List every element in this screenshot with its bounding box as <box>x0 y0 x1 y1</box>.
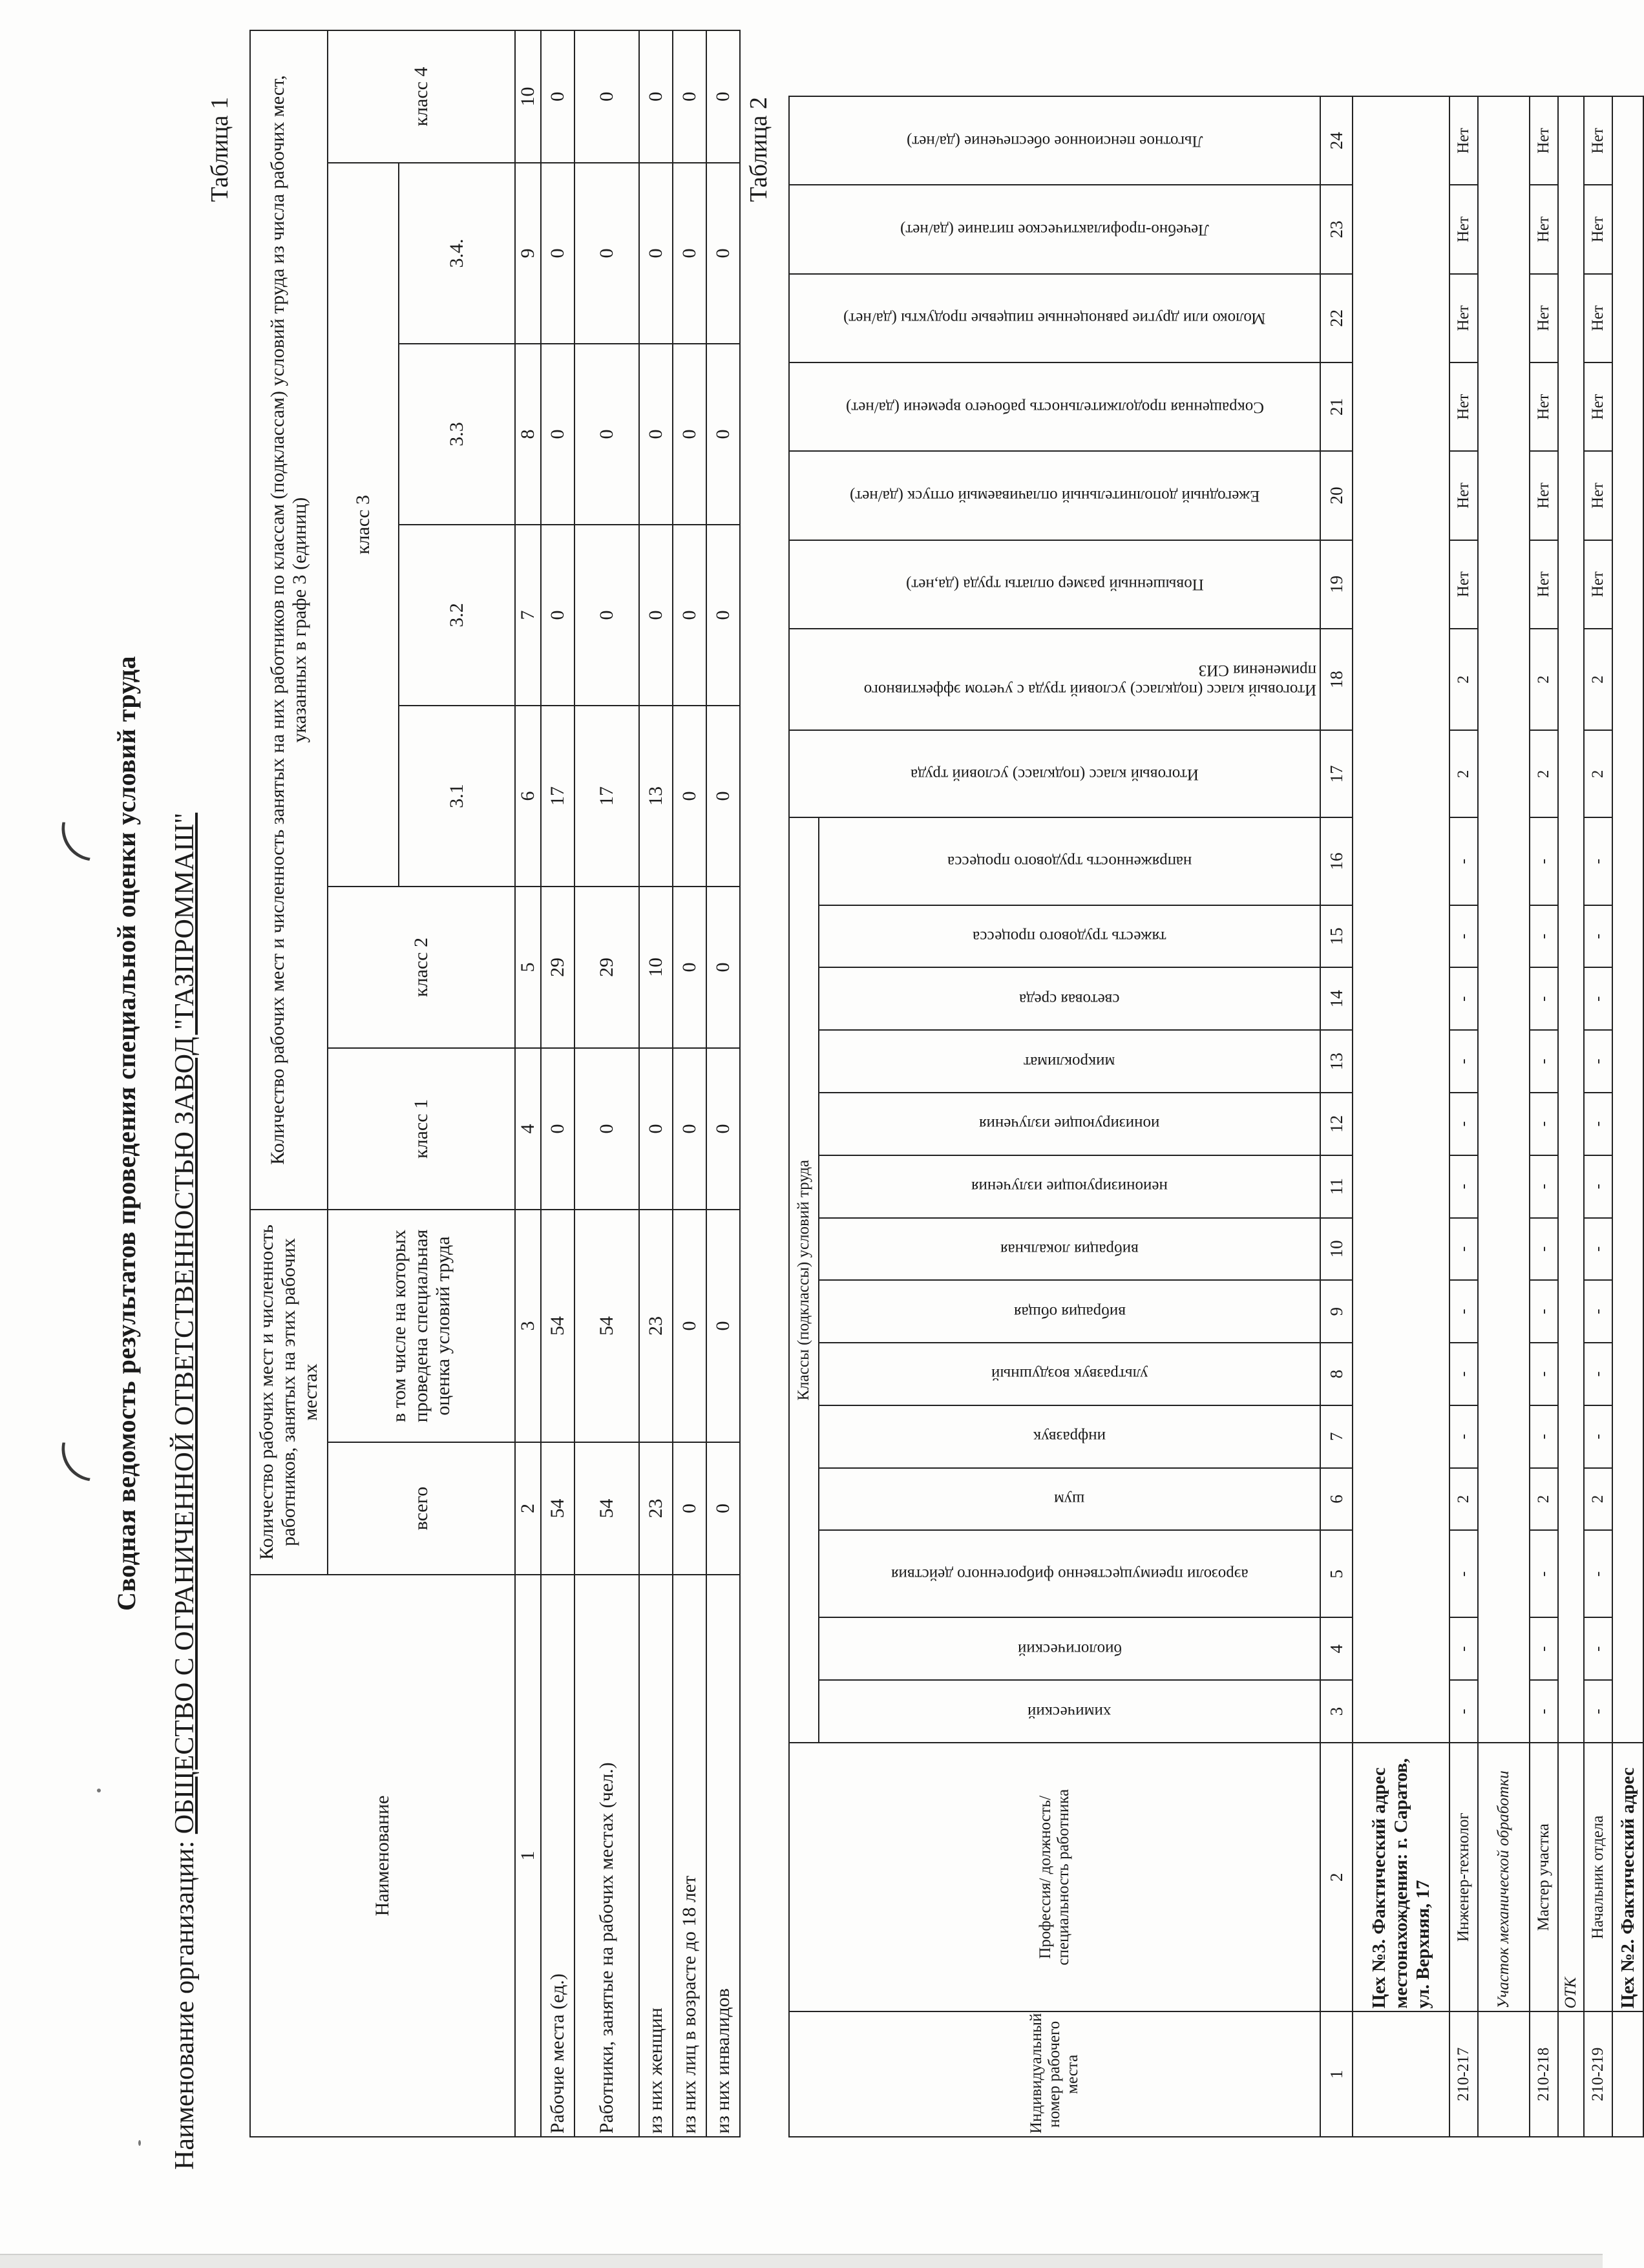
t2-column-number: 12 <box>1320 1093 1353 1155</box>
t2-cell: - <box>1584 1617 1612 1680</box>
t2-cell: - <box>1449 1343 1478 1405</box>
t2-cell: Нет <box>1530 451 1558 540</box>
t2-cell: - <box>1530 1680 1558 1743</box>
t1-cell: 13 <box>639 706 673 887</box>
t2-cell: 2 <box>1530 629 1558 731</box>
t2-cell: - <box>1449 1530 1478 1617</box>
t1-cell: 0 <box>673 1210 706 1442</box>
t2-cell: - <box>1584 905 1612 968</box>
t2-cell: - <box>1449 1093 1478 1155</box>
t2-header-profession: Профессия/ должность/ специальность работника <box>789 1743 1320 2011</box>
t1-header-count: Количество рабочих мест и численность работников, занятых на этих рабочих местах <box>250 1210 328 1575</box>
t1-cell: 54 <box>574 1210 639 1442</box>
t2-cell: - <box>1530 817 1558 905</box>
t2-cell: Нет <box>1530 540 1558 629</box>
t2-column-number: 8 <box>1320 1343 1353 1405</box>
t2-cell: - <box>1530 967 1558 1030</box>
t2-column-number: 17 <box>1320 730 1353 817</box>
t2-cell: 2 <box>1449 1468 1478 1531</box>
t2-empty-cell <box>1612 96 1643 1743</box>
t2-profession: Мастер участка <box>1530 1743 1558 2011</box>
t2-header-label: Льготное пенсионное обеспечение (да/нет) <box>906 132 1203 150</box>
t1-header-33: 3.3 <box>399 344 515 525</box>
t1-cell: 0 <box>639 30 673 163</box>
t2-workplace-id: 210-218 <box>1530 2011 1558 2137</box>
t1-body <box>541 30 740 2137</box>
t1-cell: 17 <box>541 706 574 887</box>
t2-body <box>1353 96 1643 2137</box>
t1-row-name: из них лиц в возрасте до 18 лет <box>673 1575 706 2137</box>
t2-header-factor <box>819 1617 1320 1680</box>
t2-cell: - <box>1530 1218 1558 1281</box>
organization-name: ОБЩЕСТВО С ОГРАНИЧЕННОЙ ОТВЕТСТВЕННОСТЬЮ ЗАВОД "ГАЗПРОММАШ" <box>170 812 200 1834</box>
t1-cell: 0 <box>673 1442 706 1575</box>
t2-section-title: Цех №2. Фактический адрес <box>1612 1743 1643 2011</box>
t2-header-factor <box>819 1405 1320 1468</box>
t1-cell: 0 <box>639 1048 673 1210</box>
t1-cell: 0 <box>639 163 673 344</box>
table1-caption: Таблица 1 <box>206 97 233 202</box>
t2-cell: - <box>1584 1218 1612 1281</box>
table-row <box>1584 96 1612 2137</box>
table-row <box>1449 96 1478 2137</box>
t2-cell: Нет <box>1530 185 1558 273</box>
t2-factor-label: напряженность трудового процесса <box>947 853 1192 871</box>
t2-cell: - <box>1449 1155 1478 1218</box>
t2-cell: - <box>1584 1030 1612 1093</box>
organization-label: Наименование организации: <box>170 1840 200 2170</box>
t2-header-milk <box>789 274 1320 362</box>
t2-header-factor <box>819 1343 1320 1405</box>
t2-header-workplace: Индивидуальный номер рабочего места <box>789 2011 1320 2137</box>
t2-column-number: 2 <box>1320 1743 1353 2011</box>
t1-cell: 0 <box>673 344 706 525</box>
t1-cell: 0 <box>673 30 706 163</box>
t2-cell: - <box>1530 1093 1558 1155</box>
t2-empty-cell <box>1353 96 1449 1743</box>
t2-cell: Нет <box>1449 185 1478 273</box>
t1-column-number: 10 <box>515 30 541 163</box>
t2-header-label: Ежегодный дополнительный оплачиваемый отпуск (да/нет) <box>849 487 1260 505</box>
t1-header-34: 3.4. <box>399 163 515 344</box>
t1-header-class1: класс 1 <box>328 1048 515 1210</box>
t2-column-number: 19 <box>1320 540 1353 629</box>
table-row <box>673 30 706 2137</box>
t2-empty-cell <box>1612 2011 1643 2137</box>
t2-cell: 2 <box>1584 730 1612 817</box>
t1-cell: 0 <box>706 706 740 887</box>
t1-cell: 10 <box>639 887 673 1048</box>
t2-header-factor <box>819 1155 1320 1218</box>
t2-cell: 2 <box>1530 730 1558 817</box>
t2-column-number: 18 <box>1320 629 1353 731</box>
table-row <box>1478 96 1530 2137</box>
t2-column-number: 10 <box>1320 1218 1353 1281</box>
t1-cell: 0 <box>574 344 639 525</box>
t2-cell: Нет <box>1584 274 1612 362</box>
t2-cell: 2 <box>1449 730 1478 817</box>
t2-column-number: 21 <box>1320 362 1353 451</box>
t2-cell: - <box>1449 1218 1478 1281</box>
t2-column-number: 14 <box>1320 967 1353 1030</box>
t2-column-number: 22 <box>1320 274 1353 362</box>
table-row <box>1612 96 1643 2137</box>
summary-table <box>249 30 741 2137</box>
t2-header-label: Итоговый класс (подкласс) условий труда <box>911 765 1199 783</box>
table-row <box>706 30 740 2137</box>
t2-cell: - <box>1530 1030 1558 1093</box>
t1-header-class2: класс 2 <box>328 887 515 1048</box>
t1-header-class3: класс 3 <box>328 163 399 887</box>
t2-workplace-id: 210-219 <box>1584 2011 1612 2137</box>
t2-cell: - <box>1449 1405 1478 1468</box>
t2-header-pension <box>789 96 1320 185</box>
t1-cell: 23 <box>639 1442 673 1575</box>
t2-factor-label: шум <box>1054 1491 1085 1509</box>
t2-cell: - <box>1584 1680 1612 1743</box>
t2-cell: - <box>1530 1617 1558 1680</box>
t2-column-number: 6 <box>1320 1468 1353 1531</box>
t2-header-factor <box>819 967 1320 1030</box>
t1-cell: 0 <box>706 30 740 163</box>
t2-section-title: Цех №3. Фактический адрес местонахождения: г. Саратов, ул. Верхняя, 17 <box>1353 1743 1449 2011</box>
t2-factor-label: ионизирующие излучения <box>979 1115 1160 1133</box>
t1-cell: 0 <box>673 163 706 344</box>
t2-empty-cell <box>1558 2011 1584 2137</box>
workplace-table <box>788 96 1644 2137</box>
t1-cell: 17 <box>574 706 639 887</box>
table-row <box>574 30 639 2137</box>
table-row <box>1558 96 1584 2137</box>
t2-header-hours <box>789 362 1320 451</box>
t1-cell: 0 <box>639 525 673 706</box>
t1-row-name: Работники, занятые на рабочих местах (чел.) <box>574 1575 639 2137</box>
t2-factor-label: неионизирующие излучения <box>971 1178 1168 1196</box>
t2-cell: - <box>1584 1343 1612 1405</box>
t2-header-label: Сокращенная продолжительность рабочего времени (да/нет) <box>845 398 1264 416</box>
t2-column-number: 1 <box>1320 2011 1353 2137</box>
t1-row-name: из них женщин <box>639 1575 673 2137</box>
table-row <box>639 30 673 2137</box>
t2-cell: - <box>1530 905 1558 968</box>
t1-column-number: 1 <box>515 1575 541 2137</box>
t2-header-factor <box>819 1218 1320 1281</box>
t2-cell: Нет <box>1449 362 1478 451</box>
t1-cell: 0 <box>706 1210 740 1442</box>
t2-column-number: 9 <box>1320 1280 1353 1343</box>
t2-cell: Нет <box>1449 274 1478 362</box>
t1-cell: 0 <box>541 525 574 706</box>
t1-header-31: 3.1 <box>399 706 515 887</box>
t2-header-factor <box>819 817 1320 905</box>
t2-header-factor <box>819 1093 1320 1155</box>
t1-header-classes: Количество рабочих мест и численность занятых на них работников по классам (подклассам) условий труда из числа рабочих мест, указанных в графе 3 (единиц) <box>250 30 328 1210</box>
table-row <box>541 30 574 2137</box>
t1-cell: 54 <box>541 1442 574 1575</box>
t1-cell: 0 <box>541 163 574 344</box>
t2-cell: - <box>1449 1617 1478 1680</box>
t2-cell: 2 <box>1530 1468 1558 1531</box>
t2-cell: - <box>1530 1280 1558 1343</box>
t2-header-label: Лечебно-профилактическое питание (да/нет) <box>900 221 1209 239</box>
t2-cell: Нет <box>1449 96 1478 185</box>
t2-header-final-class <box>789 730 1320 817</box>
t1-cell: 0 <box>541 1048 574 1210</box>
t2-cell: Нет <box>1584 185 1612 273</box>
t1-column-number: 8 <box>515 344 541 525</box>
table2-caption: Таблица 2 <box>745 97 772 202</box>
t2-factor-label: световая среда <box>1019 990 1120 1008</box>
t1-column-number: 2 <box>515 1442 541 1575</box>
t2-cell: Нет <box>1584 451 1612 540</box>
table-row <box>1353 96 1449 2137</box>
t1-cell: 0 <box>541 30 574 163</box>
t2-cell: Нет <box>1530 362 1558 451</box>
t2-factor-label: биологический <box>1017 1640 1122 1658</box>
t2-column-number: 15 <box>1320 905 1353 968</box>
t2-header-label: Итоговый класс (подкласс) условий труда с учетом эффективного применения СИЗ <box>863 661 1316 698</box>
t2-column-number: 3 <box>1320 1680 1353 1743</box>
t1-cell: 0 <box>574 1048 639 1210</box>
t2-cell: Нет <box>1584 96 1612 185</box>
t1-cell: 0 <box>673 887 706 1048</box>
t2-cell: Нет <box>1449 451 1478 540</box>
t1-cell: 0 <box>574 525 639 706</box>
t2-cell: - <box>1449 1030 1478 1093</box>
t2-cell: - <box>1584 967 1612 1030</box>
t1-cell: 0 <box>706 525 740 706</box>
t2-cell: - <box>1530 1530 1558 1617</box>
t2-cell: - <box>1584 1155 1612 1218</box>
t2-cell: Нет <box>1449 540 1478 629</box>
t2-empty-cell <box>1478 96 1530 1743</box>
t2-header-factor <box>819 1680 1320 1743</box>
t2-column-number: 4 <box>1320 1617 1353 1680</box>
t2-factor-label: тяжесть трудового процесса <box>973 928 1166 946</box>
t2-header-final-class-siz <box>789 629 1320 731</box>
t2-factor-label: химический <box>1028 1703 1112 1721</box>
t2-factor-label: вибрация общая <box>1013 1303 1126 1321</box>
t1-header-total: всего <box>328 1442 515 1575</box>
t1-cell: 29 <box>541 887 574 1048</box>
t2-factor-label: инфразвук <box>1033 1428 1106 1446</box>
t2-cell: Нет <box>1530 274 1558 362</box>
t1-header-assessed: в том числе на которых проведена специальная оценка условий труда <box>328 1210 515 1442</box>
t1-cell: 0 <box>574 30 639 163</box>
t2-cell: 2 <box>1584 629 1612 731</box>
t2-header-label: Молоко или другие равноценные пищевые продукты (да/нет) <box>843 310 1266 328</box>
t2-cell: - <box>1530 1405 1558 1468</box>
table-row <box>1530 96 1558 2137</box>
t1-cell: 54 <box>574 1442 639 1575</box>
t2-column-number: 20 <box>1320 451 1353 540</box>
t1-header-name: Наименование <box>250 1575 515 2137</box>
t1-cell: 0 <box>706 163 740 344</box>
t2-header-factor <box>819 1030 1320 1093</box>
t2-header-factor <box>819 905 1320 968</box>
t2-empty-cell <box>1478 2011 1530 2137</box>
t1-header-32: 3.2 <box>399 525 515 706</box>
t2-header-pay <box>789 540 1320 629</box>
t2-header-food <box>789 185 1320 273</box>
t2-header-classes: Классы (подклассы) условий труда <box>789 817 819 1743</box>
t2-cell: - <box>1584 817 1612 905</box>
t1-cell: 0 <box>706 344 740 525</box>
t2-profession: Инженер-технолог <box>1449 1743 1478 2011</box>
t2-column-number: 23 <box>1320 185 1353 273</box>
t1-cell: 0 <box>673 706 706 887</box>
t1-column-number: 5 <box>515 887 541 1048</box>
t2-cell: - <box>1584 1405 1612 1468</box>
t2-header-factor <box>819 1530 1320 1617</box>
t2-header-leave <box>789 451 1320 540</box>
t1-column-number: 3 <box>515 1210 541 1442</box>
t2-cell: - <box>1584 1530 1612 1617</box>
t2-cell: - <box>1530 1155 1558 1218</box>
t2-factor-label: вибрация локальная <box>1000 1240 1139 1258</box>
t1-cell: 0 <box>541 344 574 525</box>
t2-cell: - <box>1584 1280 1612 1343</box>
t2-column-number: 13 <box>1320 1030 1353 1093</box>
t1-column-number: 6 <box>515 706 541 887</box>
t2-cell: Нет <box>1584 540 1612 629</box>
t2-profession: Начальник отдела <box>1584 1743 1612 2011</box>
t2-cell: - <box>1449 967 1478 1030</box>
t2-column-number: 24 <box>1320 96 1353 185</box>
t1-column-number: 9 <box>515 163 541 344</box>
t2-cell: 2 <box>1584 1468 1612 1531</box>
t2-header-factor <box>819 1468 1320 1531</box>
t2-cell: 2 <box>1449 629 1478 731</box>
t2-cell: - <box>1530 1343 1558 1405</box>
t2-column-number: 11 <box>1320 1155 1353 1218</box>
t2-factor-label: аэрозоли преимущественно фиброгенного действия <box>890 1565 1249 1583</box>
t2-factor-label: микроклимат <box>1024 1053 1115 1071</box>
t2-column-number: 7 <box>1320 1405 1353 1468</box>
t1-cell: 0 <box>706 887 740 1048</box>
t1-cell: 0 <box>673 1048 706 1210</box>
t1-cell: 29 <box>574 887 639 1048</box>
t2-header-factor <box>819 1280 1320 1343</box>
t2-cell: - <box>1449 1680 1478 1743</box>
t2-factor-label: ультразвук воздушный <box>991 1365 1148 1383</box>
t2-header-label: Повышенный размер оплаты труда (да,нет) <box>905 576 1204 594</box>
t2-column-number: 16 <box>1320 817 1353 905</box>
t2-cell: - <box>1449 817 1478 905</box>
t2-cell: - <box>1449 905 1478 968</box>
t2-column-numbers <box>1320 96 1353 2137</box>
t1-column-number: 7 <box>515 525 541 706</box>
document-title: Сводная ведомость результатов проведения специальной оценки условий труда <box>112 656 141 1611</box>
t1-row-name: из них инвалидов <box>706 1575 740 2137</box>
t1-cell: 0 <box>706 1442 740 1575</box>
t1-column-numbers <box>515 30 541 2137</box>
t1-cell: 0 <box>706 1048 740 1210</box>
t2-cell: Нет <box>1584 362 1612 451</box>
t2-subsection-title: ОТК <box>1558 1743 1584 2011</box>
t2-empty-cell <box>1558 96 1584 1743</box>
t2-column-number: 5 <box>1320 1530 1353 1617</box>
t2-cell: - <box>1584 1093 1612 1155</box>
t2-subsection-title: Участок механической обработки <box>1478 1743 1530 2011</box>
organization-line <box>169 813 200 2170</box>
t1-cell: 54 <box>541 1210 574 1442</box>
t1-column-number: 4 <box>515 1048 541 1210</box>
t1-header-class4: класс 4 <box>328 30 515 163</box>
t2-cell: - <box>1449 1280 1478 1343</box>
t2-workplace-id: 210-217 <box>1449 2011 1478 2137</box>
t1-cell: 0 <box>574 163 639 344</box>
t1-cell: 0 <box>673 525 706 706</box>
t1-row-name: Рабочие места (ед.) <box>541 1575 574 2137</box>
t1-cell: 0 <box>639 344 673 525</box>
t2-empty-cell <box>1353 2011 1449 2137</box>
t2-cell: Нет <box>1530 96 1558 185</box>
t1-cell: 23 <box>639 1210 673 1442</box>
